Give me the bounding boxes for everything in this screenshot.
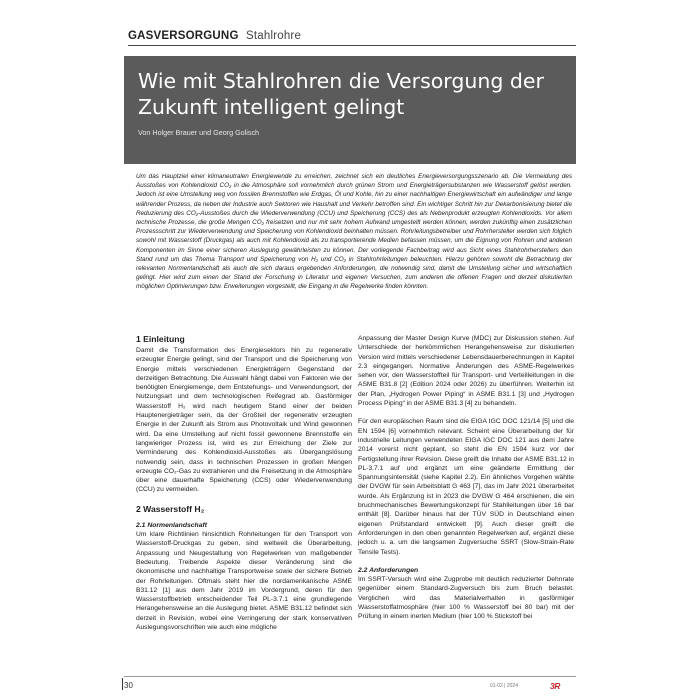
issue-label: 01-02 | 2024 (490, 683, 518, 689)
section-subcategory: Stahlrohre (246, 30, 302, 42)
paragraph-mdc: Anpassung der Master Design Kurve (MDC) zur Diskussion stehen. Auf Unterschiede der herkömmlichen Herangehensweise zur diskutierten Version wird mittels verschiedener Lebensdauerberechnungen in Kapitel 2.3 eingegangen. Normative Änderungen des ASME-Regelwerkes sehen vor, den Wasserstoffteil für Transport- und Verteilleitungen in die ASME B31.8 [2] (Edition 2024 oder 2026) zu überführen. Weiterhin ist der Plan, „Hydrogen Power Piping“ in ASME B31.1 [3] und „Hydrogen Process Piping“ in der ASME B31.3 [4] zu behandeln. (358, 335, 574, 408)
article-abstract: Um das Hauptziel einer klimaneutralen Energiewende zu erreichen, zeichnet sich ein deutliches Energieversorgungsszenario ab. Die Vermeidung des Ausstoßes von Kohlendioxid CO₂ in die Atmosphäre soll vornehmlich durch grünen Strom und Energieträgersubstanzen wie Wasserstoff gelöst werden. Jedoch ist eine Umstellung weg von fossilen Brennstoffen wie Erdgas, Öl und Kohle, hin zu einer nachhaltigen Energiewirtschaft ein aufwändiger und lange währender Prozess, da neben der Industrie auch Sektoren wie Haushalt und Verkehr betroffen sind. Ein wichtiger Schritt hin zur Dekarbonisierung bietet die Reduzierung des CO₂-Ausstoßes durch die Wiederverwendung (CCU) und Speicherung (CCS) des als Nebenprodukt erzeugten Kohlendioxids. Vor allem technische Prozesse, die große Mengen CO₂ freisetzen und nur mit sehr hohem Aufwand umgestellt werden können, werden zukünftig einen zusätzlichen Prozessschritt zur Wiederverwendung und Speicherung von Kohlendioxid beinhalten müssen. Rohrleitungsbetreiber und Rohrhersteller werden sich folglich sowohl mit Wasserstoff (Druckgas) als auch mit Kohlendioxid als zu transportierende Medien befassen müssen, um die Eignung von Rohren und anderen Komponenten im Sinne einer sicheren Auslegung gewährleisten zu können. Der vorliegende Fachbeitrag wird aus Sicht eines Stahlrohrherstellers den Stand rund um das Thema Transport und Speicherung von H₂ und CO₂ in Stahlrohrleitungen beleuchten. Hierzu gehören sowohl die Betrachtung der relevanten Normenlandschaft als auch die sich daraus ergebenden Anforderungen, die notwendig sind, damit die Umstellung sicher und wirtschaftlich gelingt. Hier wird zum einen der Stand der Forschung in Literatur und eigenen Versuchen, zum anderen die offenen Fragen und derzeit diskutierten möglichen Optimierungen bzw. Erweiterungen vorgestellt, die Eingang in die Regelwerke finden könnten. (136, 173, 572, 291)
page-number: 30 (124, 681, 133, 690)
article-title: Wie mit Stahlrohren die Versorgung der Zukunft intelligent gelingt (138, 69, 544, 119)
paragraph-standards: Um klare Richtlinien hinsichtlich Rohrleitungen für den Transport von Wasserstoff-Druckgas zu geben, sind weltweit die Überarbeitung, Anpassung und Neugestaltung von Regelwerken von maßgebender Bedeutung. Treibende Aspekte dieser Veränderung sind die ökonomische und nachhaltige Transportweise sowie der sichere Betrieb der Rohrleitungen. Oftmals steht hier die nordamerikanische ASME B31.12 [1] aus dem Jahr 2019 im Vordergrund, deren für den Wasserstoffbetrieb entscheidender Teil PL-3.7.1 eine grundlegende Herangehensweise an die Auslegung bietet. ASME B31.12 befindet sich derzeit in Revision, wobei eine Verringerung der stark konservativen Auslegungsvorschriften wie auch eine mögliche (136, 531, 352, 632)
paragraph-requirements: Im SSRT-Versuch wird eine Zugprobe mit deutlich reduzierter Dehnrate gegenüber einem Standard-Zugversuch bis zum Bruch belastet. Verglichen wird das Materialverhalten in gasförmiger Wasserstoffatmosphäre (hier 100 % Wasserstoff bei 80 bar) mit der Prüfung in einem inerten Medium (hier 100 % Stickstoff bei (358, 576, 574, 621)
section-category: GASVERSORGUNG (128, 30, 239, 42)
article-byline: Von Holger Brauer und Georg Golisch (138, 128, 260, 137)
heading-hydrogen: 2 Wasserstoff H₂ (136, 503, 205, 514)
heading-standards: 2.1 Normenlandschaft (136, 521, 208, 529)
paragraph-introduction: Damit die Transformation des Energiesektors hin zu regenerativ erzeugter Energie gelingt, sind der Transport und die Speicherung von Energie mittels verschiedenen Energieträgern Gegenstand der derzeitigen Betrachtung. Die Auswahl hängt dabei von Faktoren wie der benötigten Energiemenge, dem Entstehungs- und Verwendungsort, der Nutzungsart und dem technologischen Reifegrad ab. Gasförmiger Wasserstoff H₂ wird nach heutigem Stand einer der beiden Hauptenergieträger sein, da der Großteil der regenerativ erzeugten Energie in der Zukunft als Strom aus Photovoltaik und Wind gewonnen wird. Da eine Umstellung auf nicht fossil gewonnene Brennstoffe ein langwieriger Prozess ist, wird es zur Erreichung der Ziele zur Verminderung des Kohlendioxid-Ausstoßes als Übergangslösung notwendig sein, dass in technischen Prozessen in großen Mengen erzeugte CO₂-Gas zu extrahieren und die Freisetzung in die Atmosphäre über eine dauerhafte Speicherung (CCS) oder Wiederverwendung (CCU) zu vermeiden. (136, 347, 352, 494)
heading-introduction: 1 Einleitung (136, 334, 185, 344)
right-column (358, 334, 574, 622)
section-header (128, 30, 301, 42)
journal-logo: 3R (550, 681, 560, 691)
page-number-marker (122, 678, 123, 690)
left-column (136, 334, 352, 632)
header-divider (128, 45, 576, 46)
footer-divider (124, 676, 576, 677)
heading-requirements: 2.2 Anforderungen (358, 566, 419, 574)
paragraph-european-standards: Für den europäischen Raum sind die EIGA IGC DOC 121/14 [5] und die EN 1594 [6] vornehmlich relevant. Scheint eine Überarbeitung der für industrielle Leitungen verwendeten EIGA IGC DOC 121 aus dem Jahre 2014 vorerst nicht geplant, so steht die EN 1594 kurz vor der Fertigstellung ihrer Revision. Diese greift die Inhalte der ASME B31.12 in PL-3.7.1 auf und ergänzt um eine geänderte Ermittlung der Spannungsintensität (siehe Kapitel 2.2). Ein ähnliches Vorgehen wählte der DVGW für sein Arbeitsblatt G 463 [7], das im Jahr 2021 überarbeitet wurde. Als Ergänzung ist in 2023 die DVGW G 464 erschienen, die ein bruchmechanisches Bewertungskonzept für Stahlleitungen über 16 bar enthält [8]. Darüber hinaus hat der TÜV SÜD in Deutschland einen eigenen Prüfstandard entwickelt [9]. Auch dieser greift die Anforderungen in den oben genannten Regelwerken auf, ergänzt diese jedoch u. a. um die langsamen Zugversuche SSRT (Slow-Strain-Rate Tensile Tests). (358, 418, 574, 556)
title-banner (124, 56, 576, 164)
